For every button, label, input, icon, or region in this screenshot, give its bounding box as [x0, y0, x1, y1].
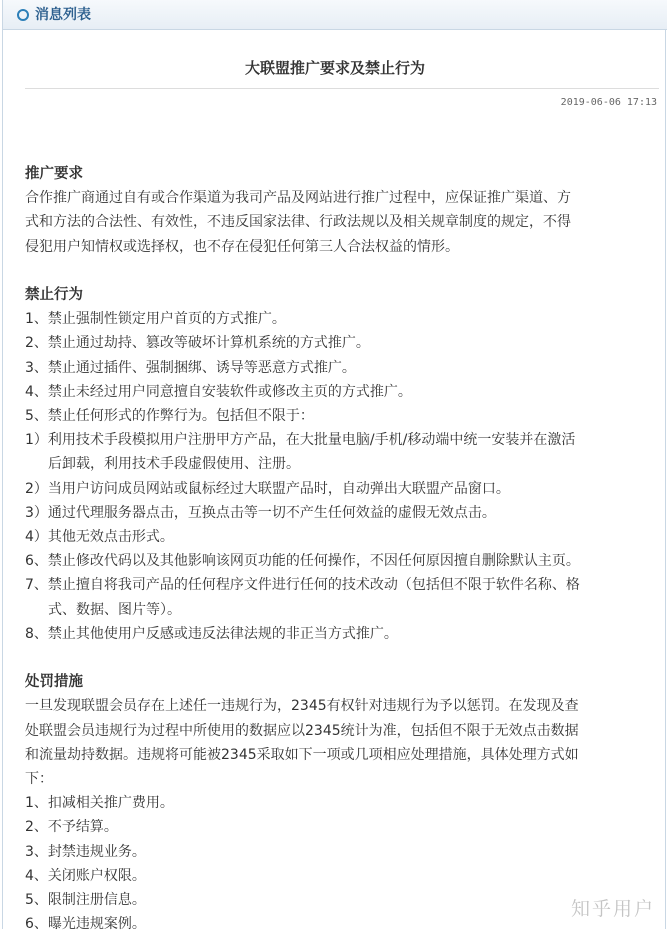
list-item: 8、禁止其他使用户反感或违反法律法规的非正当方式推广。 [25, 625, 398, 642]
paragraph-line: 和流量劫持数据。违规将可能被2345采取如下一项或几项相应处理措施，具体处理方式如 [25, 746, 579, 763]
message-panel [2, 0, 666, 933]
list-item: 5、禁止任何形式的作弊行为。包括但不限于： [25, 408, 314, 425]
list-item: 4、禁止未经过用户同意擅自安装软件或修改主页的方式推广。 [25, 383, 412, 400]
panel-header [3, 0, 667, 30]
list-item: 6、禁止修改代码以及其他影响该网页功能的任何操作，不因任何原因擅自删除默认主页。 [25, 553, 580, 570]
list-item: 2）当用户访问成员网站或鼠标经过大联盟产品时，自动弹出大联盟产品窗口。 [25, 480, 510, 497]
panel-title: 消息列表 [35, 7, 91, 23]
section-heading: 禁止行为 [25, 287, 83, 303]
article-body [25, 162, 659, 936]
paragraph-line: 式和方法的合法性、有效性，不违反国家法律、行政法规以及相关规章制度的规定，不得 [25, 214, 571, 231]
list-item: 4、关闭账户权限。 [25, 867, 146, 884]
list-item: 3、禁止通过插件、强制捆绑、诱导等恶意方式推广。 [25, 359, 356, 376]
list-item-continuation: 后卸载，利用技术手段虚假使用、注册。 [48, 456, 300, 473]
paragraph-line: 处联盟会员违规行为过程中所使用的数据应以2345统计为准，包括但不限于无效点击数据 [25, 722, 579, 739]
list-item: 7、禁止擅自将我司产品的任何程序文件进行任何的技术改动（包括但不限于软件名称、格 [25, 577, 580, 594]
watermark-text: 知乎用户 [570, 898, 655, 920]
circle-bullet-icon [17, 9, 29, 21]
paragraph-line: 侵犯用户知情权或选择权，也不存在侵犯任何第三人合法权益的情形。 [25, 238, 459, 255]
section-heading: 推广要求 [25, 166, 83, 182]
list-item: 1）利用技术手段模拟用户注册甲方产品，在大批量电脑/手机/移动端中统一安装并在激活 [25, 432, 576, 449]
article-title: 大联盟推广要求及禁止行为 [244, 59, 425, 77]
list-item: 3、封禁违规业务。 [25, 843, 146, 860]
list-item: 3）通过代理服务器点击，互换点击等一切不产生任何效益的虚假无效点击。 [25, 504, 496, 521]
list-item: 6、曝光违规案例。 [25, 916, 146, 933]
list-item: 1、扣减相关推广费用。 [25, 795, 174, 812]
list-item: 4）其他无效点击形式。 [25, 529, 174, 546]
paragraph-line: 下： [25, 771, 53, 788]
list-item: 5、限制注册信息。 [25, 892, 146, 909]
paragraph-line: 合作推广商通过自有或合作渠道为我司产品及网站进行推广过程中，应保证推广渠道、方 [25, 190, 571, 207]
list-item-continuation: 式、数据、图片等）。 [48, 601, 181, 618]
list-item: 2、禁止通过劫持、篡改等破坏计算机系统的方式推广。 [25, 335, 370, 352]
title-divider [25, 88, 659, 89]
list-item: 1、禁止强制性锁定用户首页的方式推广。 [25, 311, 286, 328]
paragraph-line: 一旦发现联盟会员存在上述任一违规行为，2345有权针对违规行为予以惩罚。在发现及查 [25, 698, 579, 715]
article-date: 2019-06-06 17:13 [560, 97, 657, 108]
section-heading: 处罚措施 [25, 674, 83, 691]
list-item: 2、不予结算。 [25, 819, 118, 836]
